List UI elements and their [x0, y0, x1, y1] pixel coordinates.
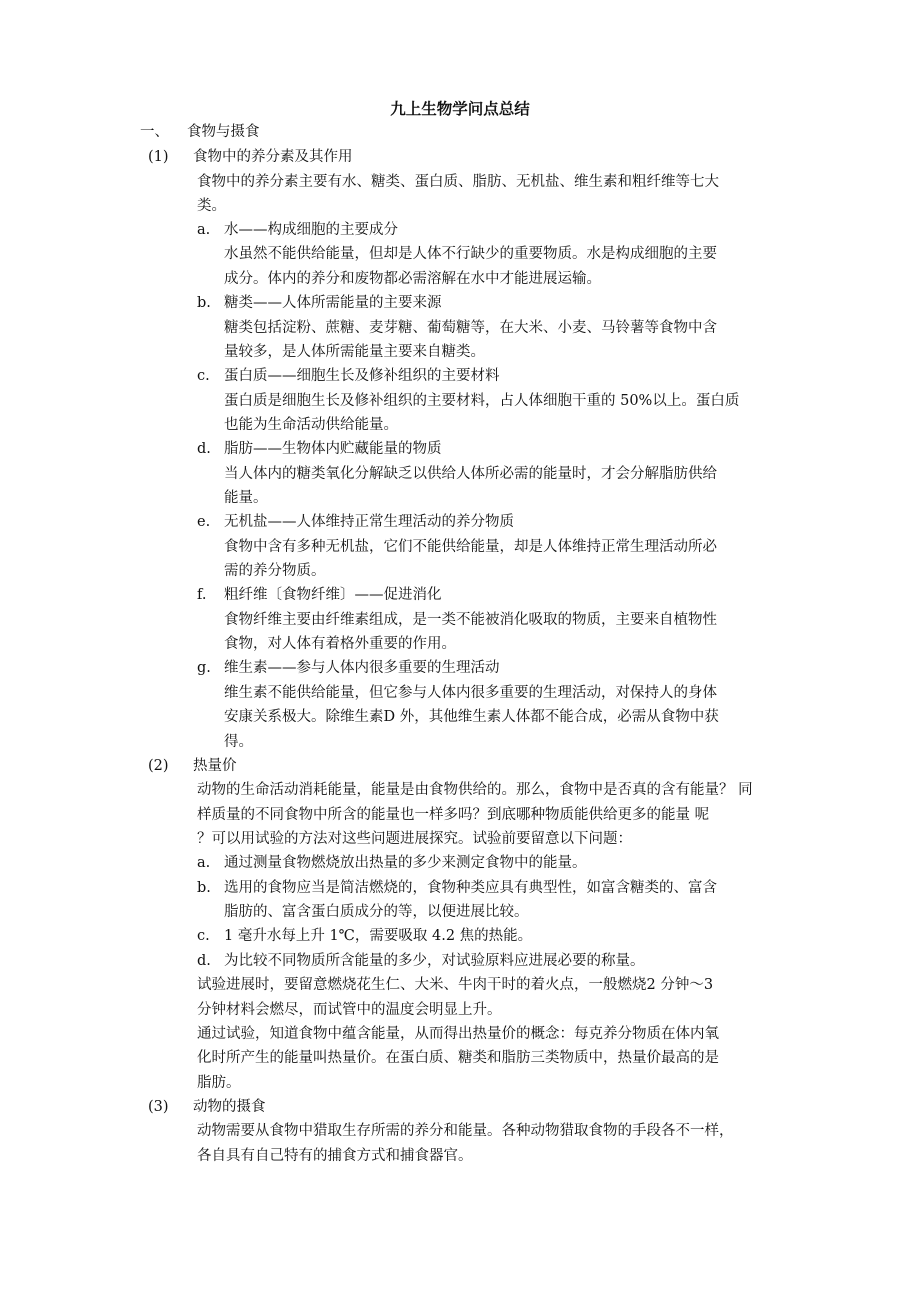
list-item-text: 为比较不同物质所含能量的多少，对试验原料应进展必要的称量。 — [224, 953, 645, 969]
list-item-text: 脂肪的、富含蛋白质成分的等，以便进展比较。 — [224, 904, 529, 920]
list-item-heading: 水——构成细胞的主要成分 — [224, 222, 398, 238]
paragraph-line: 糖类包括淀粉、蔗糖、麦芽糖、葡萄糖等，在大米、小麦、马铃薯等食物中含 — [224, 320, 717, 336]
paragraph-line: 分钟材料会燃尽，而试管中的温度会明显上升。 — [197, 1002, 502, 1018]
list-item-heading: 维生素——参与人体内很多重要的生理活动 — [224, 660, 500, 676]
list-marker: d. — [197, 441, 211, 457]
list-item-heading: 粗纤维〔食物纤维〕——促进消化 — [224, 587, 442, 603]
section-number: 一、 — [140, 124, 169, 140]
paragraph-line: 水虽然不能供给能量，但却是人体不行缺少的重要物质。水是构成细胞的主要 — [224, 246, 717, 262]
paragraph-line: 各自具有自己特有的捕食方式和捕食器官。 — [197, 1148, 473, 1164]
list-item-heading: 糖类——人体所需能量的主要来源 — [224, 295, 442, 311]
list-item-text: 1 毫升水每上升 1℃，需要吸取 4.2 焦的热能。 — [224, 928, 533, 944]
list-marker: b. — [197, 880, 211, 896]
list-marker: c. — [197, 368, 210, 384]
paragraph-line: 量较多，是人体所需能量主要来自糖类。 — [224, 344, 485, 360]
list-marker: d. — [197, 953, 211, 969]
subsection-heading: 动物的摄食 — [193, 1099, 266, 1115]
paragraph-line: 化时所产生的能量叫热量价。在蛋白质、糖类和脂肪三类物质中，热量价最高的是 — [197, 1050, 719, 1066]
paragraph-line: 能量。 — [224, 490, 268, 506]
subsection-number: (2) — [148, 758, 169, 774]
list-marker: a. — [197, 855, 211, 871]
paragraph-line: 也能为生命活动供给能量。 — [224, 417, 398, 433]
list-item-heading: 脂肪——生物体内贮藏能量的物质 — [224, 441, 442, 457]
subsection-number: (1) — [148, 149, 169, 165]
paragraph-line: 脂肪。 — [197, 1075, 241, 1091]
list-marker: g. — [197, 660, 211, 676]
paragraph-line: 试验进展时，要留意燃烧花生仁、大米、牛肉干时的着火点，一般燃烧2 分钟～3 — [197, 977, 714, 993]
list-marker: c. — [197, 928, 210, 944]
list-item-text: 选用的食物应当是简洁燃烧的，食物种类应具有典型性，如富含糖类的、富含 — [224, 880, 717, 896]
paragraph-line: ？可以用试验的方法对这些问题进展探究。试验前要留意以下问题： — [197, 831, 632, 847]
paragraph-line: 成分。体内的养分和废物都必需溶解在水中才能进展运输。 — [224, 271, 601, 287]
list-item-text: 通过测量食物燃烧放出热量的多少来测定食物中的能量。 — [224, 855, 587, 871]
paragraph-line: 当人体内的糖类氧化分解缺乏以供给人体所必需的能量时，才会分解脂肪供给 — [224, 466, 717, 482]
paragraph-line: 食物，对人体有着格外重要的作用。 — [224, 636, 456, 652]
subsection-heading: 食物中的养分素及其作用 — [193, 149, 353, 165]
paragraph-line: 食物中的养分素主要有水、糖类、蛋白质、脂肪、无机盐、维生素和粗纤维等七大 — [197, 174, 719, 190]
section-heading: 食物与摄食 — [187, 124, 260, 140]
paragraph-line: 动物需要从食物中猎取生存所需的养分和能量。各种动物猎取食物的手段各不一样， — [197, 1123, 734, 1139]
list-marker: a. — [197, 222, 211, 238]
page-title: 九上生物学问点总结 — [390, 99, 530, 118]
paragraph-line: 食物纤维主要由纤维素组成，是一类不能被消化吸取的物质，主要来自植物性 — [224, 612, 717, 628]
list-marker: e. — [197, 514, 211, 530]
list-marker: b. — [197, 295, 211, 311]
paragraph-line: 得。 — [224, 734, 253, 750]
paragraph-line: 动物的生命活动消耗能量，能量是由食物供给的。那么，食物中是否真的含有能量？ 同 — [197, 782, 753, 798]
paragraph-line: 食物中含有多种无机盐，它们不能供给能量，却是人体维持正常生理活动所必 — [224, 539, 717, 555]
list-marker: f. — [197, 587, 207, 603]
list-item-heading: 无机盐——人体维持正常生理活动的养分物质 — [224, 514, 514, 530]
paragraph-line: 需的养分物质。 — [224, 563, 326, 579]
paragraph-line: 维生素不能供给能量，但它参与人体内很多重要的生理活动，对保持人的身体 — [224, 685, 717, 701]
paragraph-line: 类。 — [197, 198, 226, 214]
paragraph-line: 蛋白质是细胞生长及修补组织的主要材料，占人体细胞干重的 50%以上。蛋白质 — [224, 393, 740, 409]
paragraph-line: 通过试验，知道食物中蕴含能量，从而得出热量价的概念：每克养分物质在体内氧 — [197, 1026, 719, 1042]
paragraph-line: 安康关系极大。除维生素D 外，其他维生素人体都不能合成，必需从食物中获 — [224, 709, 719, 725]
subsection-heading: 热量价 — [193, 758, 237, 774]
list-item-heading: 蛋白质——细胞生长及修补组织的主要材料 — [224, 368, 500, 384]
paragraph-line: 样质量的不同食物中所含的能量也一样多吗？到底哪种物质能供给更多的能量 呢 — [197, 807, 710, 823]
subsection-number: (3) — [148, 1099, 169, 1115]
